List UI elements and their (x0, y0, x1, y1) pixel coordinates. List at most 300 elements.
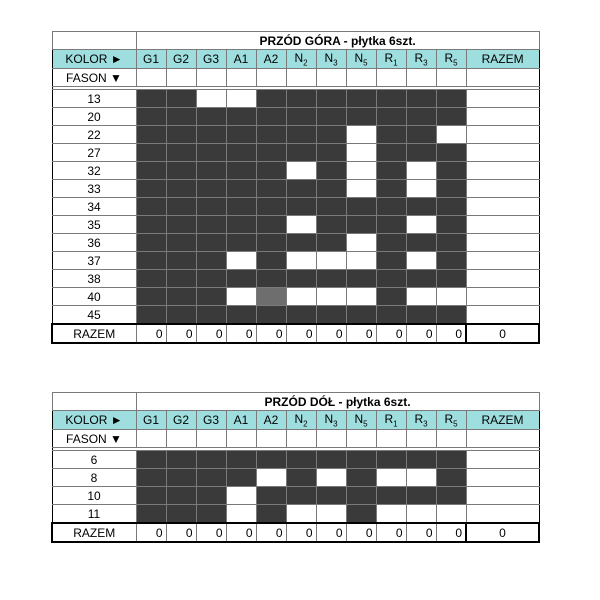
column-total: 0 (286, 324, 316, 343)
blocked-cell (256, 270, 286, 288)
blocked-cell (136, 180, 166, 198)
table-row (52, 469, 539, 487)
column-total: 0 (196, 523, 226, 542)
blocked-cell (196, 451, 226, 469)
row-total-cell (466, 216, 539, 234)
total-label: RAZEM (52, 324, 136, 343)
blocked-cell (406, 234, 436, 252)
column-header-base: A2 (263, 413, 279, 427)
blocked-cell (166, 288, 196, 306)
input-cell[interactable] (316, 505, 346, 524)
input-cell[interactable] (226, 90, 256, 108)
input-cell[interactable] (226, 288, 256, 306)
blocked-cell (196, 252, 226, 270)
column-header-subscript: 1 (393, 419, 398, 429)
table-przod-dol (51, 392, 540, 543)
blocked-cell (346, 270, 376, 288)
blocked-cell (136, 487, 166, 505)
blocked-cell (256, 90, 286, 108)
blocked-cell (286, 108, 316, 126)
column-header-base: A1 (233, 413, 249, 427)
blocked-cell (256, 126, 286, 144)
fason-spacer-cell (196, 69, 226, 87)
blocked-cell (196, 162, 226, 180)
fason-spacer-cell (376, 430, 406, 448)
blocked-cell (256, 252, 286, 270)
table-row (52, 288, 539, 306)
blocked-cell (286, 126, 316, 144)
input-cell[interactable] (256, 469, 286, 487)
fason-value: 22 (52, 126, 136, 144)
column-total: 0 (346, 324, 376, 343)
column-total: 0 (376, 324, 406, 343)
table-row (52, 90, 539, 108)
razem-header: RAZEM (466, 411, 539, 430)
column-header-base: G3 (202, 413, 219, 427)
column-header-r3 (406, 411, 436, 430)
blocked-cell (196, 234, 226, 252)
column-header-base: N (294, 50, 304, 65)
input-cell[interactable] (346, 288, 376, 306)
blocked-cell (256, 234, 286, 252)
blocked-cell (196, 198, 226, 216)
blocked-cell (376, 108, 406, 126)
table-row (52, 505, 539, 524)
table-row (52, 180, 539, 198)
column-header-a1 (226, 50, 256, 69)
input-cell[interactable] (436, 288, 466, 306)
column-header-base: N (354, 411, 364, 426)
blocked-cell (256, 288, 286, 306)
blocked-cell (376, 144, 406, 162)
column-header-subscript: 5 (453, 58, 458, 68)
blocked-cell (316, 144, 346, 162)
input-cell[interactable] (226, 505, 256, 524)
blocked-cell (286, 198, 316, 216)
blocked-cell (196, 487, 226, 505)
column-total: 0 (196, 324, 226, 343)
blocked-cell (406, 306, 436, 325)
fason-label: FASON ▼ (52, 69, 136, 87)
blocked-cell (406, 487, 436, 505)
input-cell[interactable] (406, 180, 436, 198)
input-cell[interactable] (196, 90, 226, 108)
blocked-cell (166, 162, 196, 180)
blocked-cell (436, 108, 466, 126)
blocked-cell (166, 180, 196, 198)
fason-spacer-cell (406, 430, 436, 448)
column-total: 0 (226, 324, 256, 343)
blocked-cell (226, 469, 256, 487)
row-total-cell (466, 90, 539, 108)
input-cell[interactable] (346, 144, 376, 162)
input-cell[interactable] (316, 469, 346, 487)
row-total-cell (466, 306, 539, 325)
blocked-cell (316, 234, 346, 252)
blocked-cell (436, 234, 466, 252)
column-header-g3 (196, 411, 226, 430)
column-header-base: N (294, 411, 304, 426)
blocked-cell (196, 270, 226, 288)
blocked-cell (166, 270, 196, 288)
column-header-g3 (196, 50, 226, 69)
blocked-cell (436, 306, 466, 325)
column-header-base: N (324, 50, 334, 65)
table-row (52, 306, 539, 325)
input-cell[interactable] (226, 487, 256, 505)
column-total: 0 (256, 523, 286, 542)
column-header-base: A2 (263, 52, 279, 66)
blocked-cell (136, 306, 166, 325)
blocked-cell (436, 487, 466, 505)
column-header-subscript: 3 (423, 419, 428, 429)
column-header-r3 (406, 50, 436, 69)
blocked-cell (226, 108, 256, 126)
fason-spacer-cell (436, 69, 466, 87)
column-header-base: G2 (172, 413, 189, 427)
table-title: PRZÓD GÓRA - płytka 6szt. (136, 32, 539, 50)
blocked-cell (196, 469, 226, 487)
fason-value: 6 (52, 451, 136, 469)
column-header-base: R (414, 411, 424, 426)
column-total: 0 (226, 523, 256, 542)
blocked-cell (196, 505, 226, 524)
column-header-subscript: 5 (363, 58, 368, 68)
row-total-cell (466, 234, 539, 252)
fason-spacer-cell (226, 69, 256, 87)
blocked-cell (166, 306, 196, 325)
column-header-base: G3 (202, 52, 219, 66)
fason-spacer-cell (286, 430, 316, 448)
blocked-cell (346, 90, 376, 108)
fason-spacer-cell (406, 69, 436, 87)
column-header-base: G1 (142, 52, 159, 66)
fason-value: 8 (52, 469, 136, 487)
blocked-cell (406, 270, 436, 288)
blocked-cell (196, 180, 226, 198)
input-cell[interactable] (286, 162, 316, 180)
input-cell[interactable] (346, 252, 376, 270)
blocked-cell (196, 306, 226, 325)
blocked-cell (316, 180, 346, 198)
blocked-cell (166, 252, 196, 270)
column-header-base: N (324, 411, 334, 426)
title-spacer (52, 393, 136, 411)
input-cell[interactable] (436, 126, 466, 144)
input-cell[interactable] (406, 252, 436, 270)
column-total: 0 (316, 523, 346, 542)
blocked-cell (346, 216, 376, 234)
blocked-cell (136, 234, 166, 252)
fason-label: FASON ▼ (52, 430, 136, 448)
fason-value: 34 (52, 198, 136, 216)
blocked-cell (376, 216, 406, 234)
blocked-cell (256, 108, 286, 126)
blocked-cell (196, 126, 226, 144)
blocked-cell (316, 90, 346, 108)
table-row (52, 451, 539, 469)
blocked-cell (376, 288, 406, 306)
column-header-g1 (136, 50, 166, 69)
blocked-cell (316, 451, 346, 469)
blocked-cell (286, 234, 316, 252)
fason-value: 36 (52, 234, 136, 252)
blocked-cell (436, 469, 466, 487)
table-row (52, 270, 539, 288)
table-row (52, 216, 539, 234)
blocked-cell (196, 216, 226, 234)
fason-spacer-cell (466, 69, 539, 87)
row-total-cell (466, 108, 539, 126)
blocked-cell (226, 216, 256, 234)
input-cell[interactable] (376, 505, 406, 524)
column-header-n3 (316, 411, 346, 430)
blocked-cell (406, 126, 436, 144)
table-row (52, 252, 539, 270)
blocked-cell (166, 144, 196, 162)
blocked-cell (256, 505, 286, 524)
blocked-cell (376, 451, 406, 469)
column-header-a1 (226, 411, 256, 430)
blocked-cell (136, 216, 166, 234)
fason-value: 13 (52, 90, 136, 108)
blocked-cell (226, 306, 256, 325)
blocked-cell (166, 216, 196, 234)
column-header-subscript: 3 (333, 419, 338, 429)
blocked-cell (166, 505, 196, 524)
input-cell[interactable] (286, 505, 316, 524)
fason-value: 32 (52, 162, 136, 180)
blocked-cell (286, 180, 316, 198)
blocked-cell (136, 108, 166, 126)
column-total: 0 (436, 324, 466, 343)
blocked-cell (136, 270, 166, 288)
row-total-cell (466, 270, 539, 288)
blocked-cell (196, 144, 226, 162)
blocked-cell (316, 126, 346, 144)
column-header-r1 (376, 411, 406, 430)
blocked-cell (166, 90, 196, 108)
blocked-cell (256, 216, 286, 234)
blocked-cell (376, 306, 406, 325)
blocked-cell (226, 451, 256, 469)
blocked-cell (406, 144, 436, 162)
blocked-cell (286, 90, 316, 108)
column-header-base: R (384, 411, 394, 426)
blocked-cell (286, 469, 316, 487)
column-header-g1 (136, 411, 166, 430)
fason-spacer-cell (226, 430, 256, 448)
blocked-cell (376, 126, 406, 144)
blocked-cell (136, 252, 166, 270)
column-header-r5 (436, 411, 466, 430)
fason-spacer-cell (466, 430, 539, 448)
column-header-subscript: 3 (333, 58, 338, 68)
kolor-label: KOLOR ► (52, 50, 136, 69)
blocked-cell (136, 469, 166, 487)
table-title: PRZÓD DÓŁ - płytka 6szt. (136, 393, 539, 411)
column-header-subscript: 5 (453, 419, 458, 429)
input-cell[interactable] (286, 288, 316, 306)
input-cell[interactable] (346, 234, 376, 252)
input-cell[interactable] (436, 505, 466, 524)
fason-value: 40 (52, 288, 136, 306)
column-header-n2 (286, 411, 316, 430)
blocked-cell (436, 451, 466, 469)
input-cell[interactable] (346, 162, 376, 180)
blocked-cell (136, 505, 166, 524)
razem-header: RAZEM (466, 50, 539, 69)
blocked-cell (346, 306, 376, 325)
blocked-cell (346, 505, 376, 524)
input-cell[interactable] (226, 252, 256, 270)
blocked-cell (406, 451, 436, 469)
fason-spacer-cell (316, 430, 346, 448)
blocked-cell (166, 451, 196, 469)
blocked-cell (436, 270, 466, 288)
column-total: 0 (166, 523, 196, 542)
fason-value: 38 (52, 270, 136, 288)
column-total: 0 (136, 523, 166, 542)
row-total-cell (466, 126, 539, 144)
column-total: 0 (406, 324, 436, 343)
column-header-n5 (346, 411, 376, 430)
blocked-cell (436, 162, 466, 180)
input-cell[interactable] (346, 180, 376, 198)
fason-spacer-cell (256, 69, 286, 87)
blocked-cell (316, 108, 346, 126)
table-przod-gora (51, 31, 540, 344)
table-row (52, 144, 539, 162)
title-spacer (52, 32, 136, 50)
input-cell[interactable] (316, 252, 346, 270)
input-cell[interactable] (406, 469, 436, 487)
table-row (52, 198, 539, 216)
row-total-cell (466, 252, 539, 270)
blocked-cell (166, 487, 196, 505)
input-cell[interactable] (376, 469, 406, 487)
column-header-base: R (444, 411, 454, 426)
fason-value: 45 (52, 306, 136, 325)
row-total-cell (466, 487, 539, 505)
table-row (52, 126, 539, 144)
column-header-n2 (286, 50, 316, 69)
row-total-cell (466, 144, 539, 162)
blocked-cell (136, 144, 166, 162)
blocked-cell (286, 144, 316, 162)
blocked-cell (406, 198, 436, 216)
fason-spacer-cell (136, 430, 166, 448)
column-header-base: A1 (233, 52, 249, 66)
column-total: 0 (376, 523, 406, 542)
column-header-subscript: 2 (303, 58, 308, 68)
input-cell[interactable] (286, 216, 316, 234)
input-cell[interactable] (406, 216, 436, 234)
row-total-cell (466, 162, 539, 180)
blocked-cell (226, 180, 256, 198)
blocked-cell (226, 126, 256, 144)
blocked-cell (286, 451, 316, 469)
row-total-cell (466, 198, 539, 216)
blocked-cell (346, 469, 376, 487)
input-cell[interactable] (346, 126, 376, 144)
blocked-cell (166, 198, 196, 216)
blocked-cell (136, 90, 166, 108)
table-row (52, 162, 539, 180)
fason-spacer-cell (166, 430, 196, 448)
blocked-cell (136, 126, 166, 144)
table-row (52, 487, 539, 505)
total-label: RAZEM (52, 523, 136, 542)
row-total-cell (466, 451, 539, 469)
column-total: 0 (286, 523, 316, 542)
blocked-cell (346, 487, 376, 505)
blocked-cell (166, 108, 196, 126)
blocked-cell (346, 451, 376, 469)
column-total: 0 (406, 523, 436, 542)
column-total: 0 (256, 324, 286, 343)
row-total-cell (466, 180, 539, 198)
grand-total: 0 (466, 324, 539, 343)
blocked-cell (436, 90, 466, 108)
fason-value: 27 (52, 144, 136, 162)
blocked-cell (376, 252, 406, 270)
blocked-cell (226, 270, 256, 288)
column-header-a2 (256, 411, 286, 430)
input-cell[interactable] (286, 252, 316, 270)
blocked-cell (436, 144, 466, 162)
blocked-cell (376, 90, 406, 108)
blocked-cell (256, 162, 286, 180)
column-header-base: R (444, 50, 454, 65)
input-cell[interactable] (316, 288, 346, 306)
blocked-cell (376, 162, 406, 180)
blocked-cell (286, 270, 316, 288)
column-header-base: G1 (142, 413, 159, 427)
blocked-cell (136, 288, 166, 306)
column-total: 0 (436, 523, 466, 542)
blocked-cell (436, 198, 466, 216)
column-header-g2 (166, 411, 196, 430)
blocked-cell (196, 288, 226, 306)
blocked-cell (256, 306, 286, 325)
blocked-cell (226, 198, 256, 216)
blocked-cell (226, 162, 256, 180)
input-cell[interactable] (406, 505, 436, 524)
column-header-subscript: 1 (393, 58, 398, 68)
column-header-a2 (256, 50, 286, 69)
blocked-cell (166, 469, 196, 487)
column-header-base: N (354, 50, 364, 65)
column-header-base: R (384, 50, 394, 65)
input-cell[interactable] (406, 162, 436, 180)
fason-value: 35 (52, 216, 136, 234)
blocked-cell (286, 306, 316, 325)
blocked-cell (316, 162, 346, 180)
blocked-cell (316, 270, 346, 288)
blocked-cell (376, 487, 406, 505)
blocked-cell (436, 216, 466, 234)
blocked-cell (316, 216, 346, 234)
column-header-subscript: 5 (363, 419, 368, 429)
blocked-cell (406, 90, 436, 108)
row-total-cell (466, 505, 539, 524)
input-cell[interactable] (406, 288, 436, 306)
column-header-r1 (376, 50, 406, 69)
blocked-cell (136, 198, 166, 216)
fason-spacer-cell (346, 430, 376, 448)
blocked-cell (406, 108, 436, 126)
